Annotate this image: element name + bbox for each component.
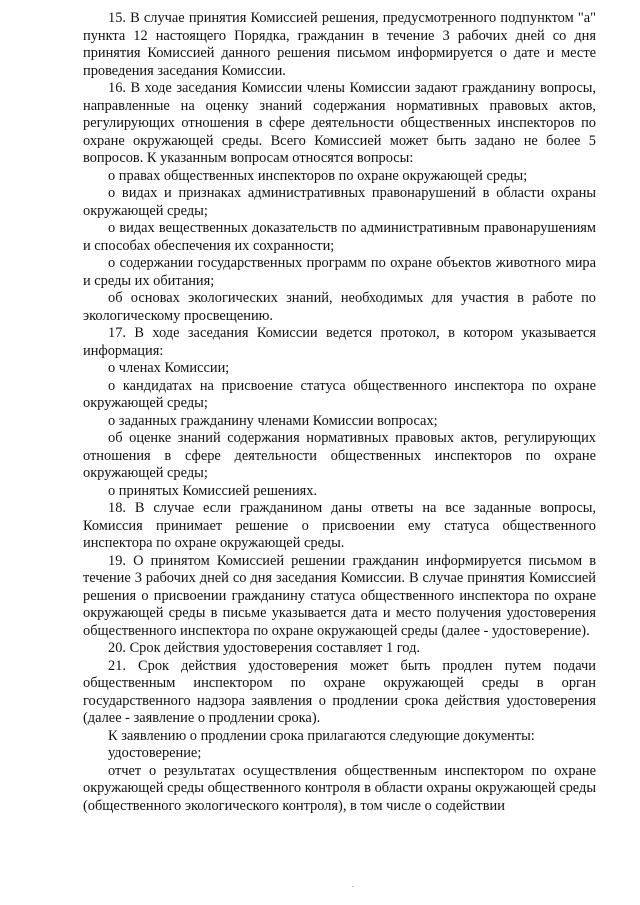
list-item: о кандидатах на присвоение статуса общественного инспектора по охране окружающей среды; [83, 377, 596, 411]
list-item: удостоверение; [108, 745, 202, 761]
list-item: о видах и признаках административных правонарушений в области охраны окружающей среды; [83, 185, 596, 219]
paragraph-17: 17. В ходе заседания Комиссии ведется протокол, в котором указывается информация: [83, 325, 596, 359]
scan-speck [352, 886, 354, 887]
list-item: о принятых Комиссией решениях. [108, 482, 318, 499]
paragraph-18: 18. В случае если гражданином даны ответы на все заданные вопросы, Комиссия принимает решение о присвоении ему статуса общественного инспектора по охране окружающей среды. [83, 500, 596, 551]
paragraph-15: 15. В случае принятия Комиссией решения, предусмотренного подпунктом "а" пункта 12 настоящего Порядка, гражданин в течение 3 рабочих дней со дня принятия Комиссией данного решения письмом информируется о дате и месте проведения заседания Комиссии. [83, 10, 596, 79]
paragraph-19: 19. О принятом Комиссией решении гражданин информируется письмом в течение 3 рабочих дней со дня заседания Комиссии. В случае принятия Комиссией решения о присвоении гражданину статуса общественного инспектора по охране окружающей среды в письме указывается дата и место получения удостоверения общественного инспектора по охране окружающей среды (далее - удостоверение). [83, 552, 596, 639]
list-item: об основах экологических знаний, необходимых для участия в работе по экологическому просвещению. [83, 290, 596, 324]
list-item: отчет о результатах осуществления общественным инспектором по охране окружающей среды общественного контроля в области охраны окружающей среды (общественного экологического контроля), в том числе о содействии [83, 762, 596, 814]
list-item: о заданных гражданину членами Комиссии вопросах; [108, 412, 438, 429]
list-item: о правах общественных инспекторов по охране окружающей среды; [108, 167, 528, 184]
paragraph-16: 16. В ходе заседания Комиссии члены Комиссии задают гражданину вопросы, направленные на оценку знаний содержания нормативных правовых актов, регулирующих отношения в сфере деятельности общественных инспекторов по охране окружающей среды. Всего Комиссией может быть задано не более 5 вопросов. К указанным вопросам относятся вопросы: [83, 80, 596, 166]
document-page [83, 10, 596, 815]
paragraph-attachments: К заявлению о продлении срока прилагаются следующие документы: [108, 727, 535, 744]
list-item: об оценке знаний содержания нормативных правовых актов, регулирующих отношения в сфере деятельности общественных инспекторов по охране окружающей среды; [83, 430, 596, 481]
list-item: о видах вещественных доказательств по административным правонарушениям и способах обеспечения их сохранности; [83, 220, 596, 254]
list-item: о членах Комиссии; [108, 360, 230, 376]
paragraph-21: 21. Срок действия удостоверения может быть продлен путем подачи общественным инспектором по охране окружающей среды в орган государственного надзора заявления о продлении срока действия удостоверения (далее - заявление о продлении срока). [83, 657, 596, 726]
list-item: о содержании государственных программ по охране объектов животного мира и среды их обитания; [83, 255, 596, 289]
paragraph-20: 20. Срок действия удостоверения составляет 1 год. [108, 640, 421, 656]
